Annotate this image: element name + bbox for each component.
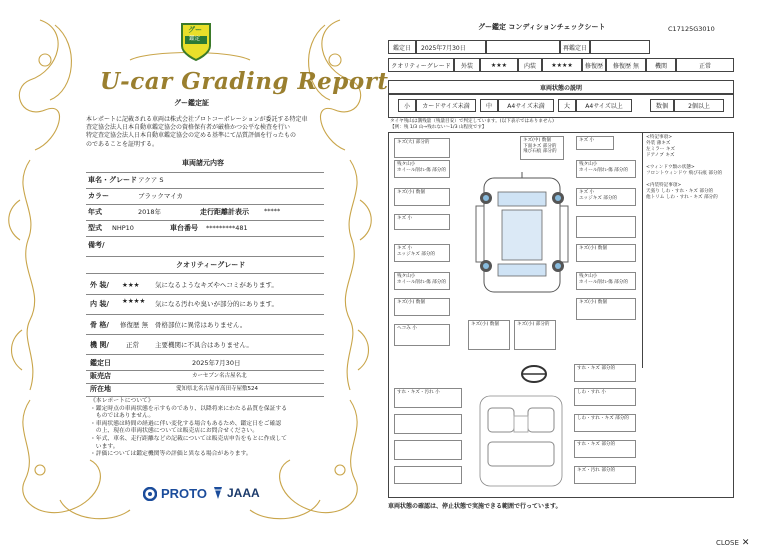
- count-value: 2個以上: [674, 99, 724, 112]
- note-box: 残タ山小 ホイール削れ-傷 部分的: [394, 160, 450, 178]
- size-mid-desc: A4サイズ未満: [498, 99, 554, 112]
- note-box: キズ(大) 部分的: [394, 138, 450, 158]
- size-mid: 中: [480, 99, 498, 112]
- special-note-line: 他トリム しわ・すれ・キズ 部分的: [646, 195, 718, 200]
- jaaa-logo-icon: [212, 486, 224, 500]
- chassis-value: *********481: [206, 224, 248, 232]
- color-value: ブラックマイカ: [138, 192, 184, 200]
- name-label: 車名・グレード: [88, 176, 137, 184]
- appraisal-date-label: 鑑定日: [90, 359, 111, 367]
- notes-line: ・評価については鑑定機関等の評価と異なる場合があります。: [90, 451, 252, 458]
- special-note-line: ドアノブ キズ: [646, 153, 675, 158]
- special-note-line: 左ミラー キズ: [646, 147, 675, 152]
- shop-name: カーセブン名古屋名北: [192, 373, 247, 379]
- repair-label: 修復歴: [582, 58, 606, 72]
- tire-note-2: 【例：残 1/3 山→残れない～1/3 山程度です】: [390, 125, 487, 130]
- close-icon: ✕: [741, 538, 750, 548]
- year-value: 2018年: [138, 208, 162, 216]
- note-box: キズ 小 エッジキズ 部分的: [394, 244, 450, 262]
- sheet-code: C17125G3010: [668, 25, 715, 33]
- special-note-line: <内装特記事項>: [646, 183, 682, 188]
- report-notes: [90, 398, 330, 459]
- note-box: [394, 466, 462, 484]
- frame-label: 骨 格/: [90, 321, 109, 329]
- size-large: 大: [558, 99, 576, 112]
- interior-stars: ★★★★: [122, 297, 146, 305]
- year-label: 年式: [88, 208, 102, 216]
- close-button[interactable]: [716, 538, 749, 548]
- note-box: しわ・すれ 小: [574, 388, 636, 406]
- model-value: NHP10: [112, 224, 134, 232]
- intro-paragraph: [86, 116, 326, 149]
- model-label: 型式: [88, 224, 102, 232]
- frame-grade: 修復歴 無: [120, 321, 149, 329]
- car-top-view-diagram: [474, 170, 570, 300]
- note-box: [394, 414, 462, 434]
- steering-wheel-icon: [520, 364, 548, 384]
- note-box: キズ(小) 数個: [394, 188, 450, 206]
- special-notes: [642, 132, 734, 368]
- tire-note-1: タイヤ残山は溝残量（残量目安）で判定しています。(以下表示ではありません): [390, 119, 554, 124]
- note-box: すれ・キズ・汚れ 小: [394, 388, 462, 408]
- special-note-line: フロントウィンドウ 飛び石痕 部分的: [646, 171, 723, 176]
- mileage-value: *****: [264, 207, 281, 215]
- date-blank: [486, 40, 560, 54]
- note-box: キズ(小) 数個: [394, 298, 450, 316]
- note-box: キズ(小) 部分的: [514, 320, 556, 350]
- note-box: キズ 小 エッジキズ 部分的: [576, 188, 636, 206]
- note-box: キズ 小: [394, 214, 450, 230]
- exterior-text: 気になるようなキズやヘコミがあります。: [155, 281, 278, 289]
- date-value: 2025年7月30日: [416, 40, 486, 54]
- jaaa-logo-text: JAAA: [227, 486, 260, 500]
- special-note-line: <ウィンドウ類の状態>: [646, 165, 695, 170]
- notes-line: ・年式、車名、走行距離などの記載については販売店申告をもとに作成して: [90, 435, 287, 442]
- note-label: 備考/: [88, 241, 105, 249]
- notes-title: 《本レポートについて》: [90, 398, 154, 404]
- note-box: すれ・キズ 部分的: [574, 364, 636, 382]
- address-value: 愛知県北名古屋市高田寺屋敷524: [176, 386, 258, 392]
- note-box: [576, 216, 636, 238]
- note-box: 残タ山小 ホイール削れ-傷 部分的: [576, 272, 636, 290]
- section-title: 車両諸元内容: [182, 159, 224, 167]
- proto-logo: [143, 486, 207, 501]
- grade-label: クオリティーグレード: [388, 58, 454, 72]
- jaaa-logo: [212, 486, 260, 500]
- exterior-label: 外 装/: [90, 281, 109, 289]
- note-box: ヘコみ 小: [394, 324, 450, 346]
- intro-line: 特定査定協会法人日本自動車鑑定協会の定める基準にて品質評価を行ったもの: [86, 132, 297, 140]
- engine-text: 主要機関に不具合はありません。: [155, 341, 253, 349]
- engine-label: 機 関/: [90, 341, 109, 349]
- special-note-line: 天張り しわ・すれ・キズ 部分的: [646, 189, 714, 194]
- int-label: 内装: [518, 58, 542, 72]
- proto-logo-text: PROTO: [161, 486, 207, 501]
- intro-line: 査定協会法人日本自動車鑑定協会の資格保有者が厳格かつ公平な検査を行い: [86, 124, 291, 132]
- size-small-desc: カードサイズ未満: [416, 99, 476, 112]
- color-label: カラー: [88, 192, 109, 200]
- repair-value: 修復歴 無: [606, 58, 646, 72]
- note-box: キズ(小) 数個: [576, 298, 636, 320]
- frame-text: 骨格部位に異常はありません。: [155, 321, 247, 329]
- note-box: 残タ山小 ホイール削れ-傷 部分的: [394, 272, 450, 290]
- size-large-desc: A4サイズ以上: [576, 99, 632, 112]
- notes-line: ・車両状態は時間の経過に伴い変化する場合もあるため、鑑定日をご確認: [90, 420, 282, 427]
- note-box: キズ(中) 数個 下面キズ 部分的 飛び石痕 部分的: [520, 136, 564, 160]
- interior-label: 内 装/: [90, 300, 109, 308]
- notes-line: ・鑑定時点の車両状態を示すものであり、以降将来にわたる品質を保証する: [90, 405, 288, 412]
- mileage-label: 走行距離計表示: [200, 208, 249, 216]
- tire-icon: [480, 192, 492, 204]
- exterior-stars: ★★★: [122, 281, 140, 289]
- legend-title: 車両状態の説明: [388, 80, 734, 94]
- tire-icon: [552, 260, 564, 272]
- shop-label: 販売店: [90, 372, 111, 380]
- chassis-label: 車台番号: [170, 224, 198, 232]
- sheet-title: グー鑑定 コンディションチェックシート: [478, 23, 606, 31]
- intro-line: 本レポートに記載される車両は株式会社プロトコーポレーションが委託する特定車: [86, 116, 308, 123]
- notes-line: います。: [90, 443, 119, 450]
- special-note-line: <特記事項>: [646, 135, 673, 140]
- goo-kantei-badge: [179, 22, 213, 62]
- special-note-line: 外装 薄キズ: [646, 141, 671, 146]
- size-small: 小: [398, 99, 416, 112]
- tire-icon: [480, 260, 492, 272]
- note-box: キズ(小) 数個: [576, 244, 636, 262]
- notes-line: の上、現在の車両状態については販売店にお問合せください。: [90, 428, 258, 435]
- quality-grade-title: クオリティーグレード: [176, 261, 246, 269]
- name-value: アクア S: [138, 176, 164, 184]
- note-box: しわ・すれ・キズ 部分的: [574, 414, 636, 432]
- sheet-footer: 車両状態の確認は、停止状態で実施できる範囲で行っています。: [388, 503, 562, 510]
- badge-bottom-text: 鑑定: [189, 36, 201, 42]
- date-label: 鑑定日: [388, 40, 416, 54]
- badge-top-text: グー: [188, 26, 202, 34]
- proto-logo-icon: [143, 487, 157, 501]
- note-box: キズ・汚れ 部分的: [574, 466, 636, 484]
- engine-label: 機関: [646, 58, 676, 72]
- ext-label: 外装: [454, 58, 480, 72]
- tire-icon: [552, 192, 564, 204]
- note-box: キズ(小) 数個: [468, 320, 510, 350]
- int-value: ★★★★: [542, 58, 582, 72]
- notes-line: ものではありません。: [90, 413, 155, 420]
- report-subtitle: グー鑑定証: [174, 99, 209, 107]
- car-interior-diagram: [474, 392, 568, 490]
- ext-value: ★★★: [480, 58, 518, 72]
- note-box: 残タ山小 ホイール削れ-傷 部分的: [576, 160, 636, 178]
- note-box: キズ 小: [576, 136, 614, 150]
- resale-value: [590, 40, 650, 54]
- intro-line: のであることを証明する。: [86, 140, 159, 148]
- address-label: 所在地: [90, 385, 111, 393]
- resale-label: 再鑑定日: [560, 40, 590, 54]
- interior-text: 気になる汚れや臭いが部分的にあります。: [155, 300, 278, 308]
- engine-grade: 正常: [126, 341, 139, 349]
- condition-check-sheet: [388, 20, 734, 510]
- count-label: 数個: [650, 99, 674, 112]
- appraisal-date: 2025年7月30日: [192, 359, 241, 367]
- report-script-title: U-car Grading Report: [100, 68, 389, 95]
- engine-value: 正常: [676, 58, 734, 72]
- close-label: CLOSE: [716, 539, 739, 547]
- note-box: [394, 440, 462, 460]
- note-box: すれ・キズ 部分的: [574, 440, 636, 458]
